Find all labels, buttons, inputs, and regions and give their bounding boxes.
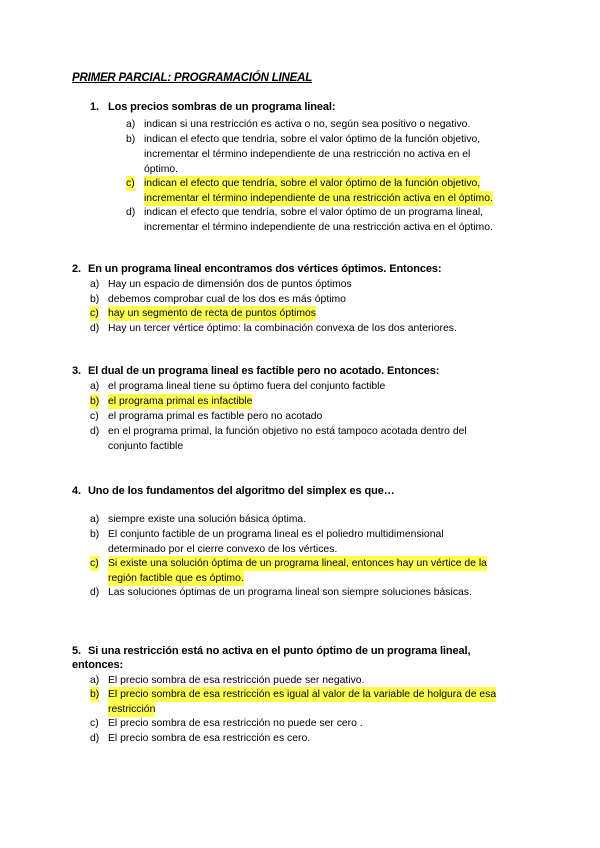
page-title: PRIMER PARCIAL: PROGRAMACIÓN LINEAL <box>72 72 313 84</box>
option-letter: a) <box>90 675 100 686</box>
question-text: Si una restricción está no activa en el punto óptimo de un programa lineal, <box>87 645 471 657</box>
option-text-line: indican el efecto que tendría, sobre el valor óptimo de la función objetivo, <box>144 134 481 145</box>
option-4c[interactable] <box>90 556 530 586</box>
option-text: Las soluciones óptimas de un programa lineal son siempre soluciones básicas. <box>108 587 472 598</box>
option-text: debemos comprobar cual de los dos es más óptimo <box>108 294 346 305</box>
question-number: 5. <box>72 645 81 657</box>
option-text-line: óptimo. <box>144 164 179 175</box>
option-letter: d) <box>90 426 100 437</box>
option-3d[interactable] <box>90 424 530 454</box>
option-text: el programa primal es factible pero no acotado <box>108 411 323 422</box>
question-3 <box>72 364 439 378</box>
option-text-line: El precio sombra de esa restricción es igual al valor de la variable de holgura de esa <box>108 689 497 700</box>
option-letter: b) <box>90 294 100 305</box>
option-letter: c) <box>126 178 135 189</box>
option-text: el programa primal es infactible <box>108 396 253 407</box>
option-letter: b) <box>90 689 100 700</box>
option-4b[interactable] <box>90 527 530 557</box>
question-text: Los precios sombras de un programa lineal: <box>107 101 336 113</box>
option-letter: d) <box>90 587 100 598</box>
option-text: hay un segmento de recta de puntos óptimos <box>108 308 316 319</box>
question-2 <box>72 262 441 276</box>
option-text-line: El conjunto factible de un programa lineal es el poliedro multidimensional <box>108 529 444 540</box>
option-text-line: Si existe una solución óptima de un programa lineal, entonces hay un vértice de la <box>108 558 487 569</box>
option-letter: b) <box>126 134 136 145</box>
option-letter: c) <box>90 558 99 569</box>
option-letter: a) <box>90 381 100 392</box>
option-text: siempre existe una solución básica óptima. <box>108 514 307 525</box>
question-text-line: entonces: <box>72 659 124 671</box>
option-letter: a) <box>90 279 100 290</box>
question-1 <box>90 100 335 114</box>
option-text-line: incrementar el término independiente de una restricción no activa en el <box>144 149 471 160</box>
question-text-line <box>72 644 532 658</box>
option-text: Hay un tercer vértice óptimo: la combinación convexa de los dos anteriores. <box>108 323 457 334</box>
option-1c[interactable] <box>126 176 546 206</box>
option-text: Hay un espacio de dimensión dos de puntos óptimos <box>108 279 352 290</box>
question-number: 2. <box>72 263 81 275</box>
option-1b[interactable] <box>126 132 546 177</box>
option-letter: a) <box>126 119 136 130</box>
question-text: El dual de un programa lineal es factible pero no acotado. Entonces: <box>87 365 440 377</box>
option-letter: b) <box>90 396 100 407</box>
option-text: El precio sombra de esa restricción es cero. <box>108 733 311 744</box>
option-text-line: incrementar el término independiente de una restricción activa en el óptimo. <box>144 193 493 204</box>
option-text-line: determinado por el cierre convexo de los vértices. <box>108 544 338 555</box>
option-text-line: en el programa primal, la función objetivo no está tampoco acotada dentro del <box>108 426 467 437</box>
option-text-line: conjunto factible <box>108 441 184 452</box>
option-text-line: incrementar el término independiente de una restricción activa en el óptimo. <box>144 222 493 233</box>
question-number: 3. <box>72 365 81 377</box>
option-letter: c) <box>90 308 99 319</box>
option-5b[interactable] <box>90 687 530 717</box>
question-5 <box>72 644 532 672</box>
question-number: 4. <box>72 485 81 497</box>
option-letter: d) <box>90 323 100 334</box>
option-letter: a) <box>90 514 100 525</box>
option-text: El precio sombra de esa restricción no puede ser cero . <box>108 718 363 729</box>
option-letter: c) <box>90 411 99 422</box>
option-letter: d) <box>90 733 100 744</box>
option-letter: b) <box>90 529 100 540</box>
option-text-line: restricción <box>108 704 156 715</box>
option-text-line: región factible que es óptimo. <box>108 573 244 584</box>
option-text: el programa lineal tiene su óptimo fuera del conjunto factible <box>108 381 386 392</box>
option-1d[interactable] <box>126 205 546 235</box>
option-text: indican si una restricción es activa o no, según sea positivo o negativo. <box>144 119 471 130</box>
question-text: En un programa lineal encontramos dos vértices óptimos. Entonces: <box>87 263 442 275</box>
option-text: El precio sombra de esa restricción puede ser negativo. <box>108 675 365 686</box>
question-number: 1. <box>90 101 99 113</box>
option-letter: c) <box>90 718 99 729</box>
question-text: Uno de los fundamentos del algoritmo del simplex es que… <box>87 485 395 497</box>
option-text-line: indican el efecto que tendría, sobre el valor óptimo de la función objetivo, <box>144 178 481 189</box>
question-4 <box>72 484 395 498</box>
option-letter: d) <box>126 207 136 218</box>
option-text-line: indican el efecto que tendría, sobre el valor óptimo de un programa lineal, <box>144 207 484 218</box>
